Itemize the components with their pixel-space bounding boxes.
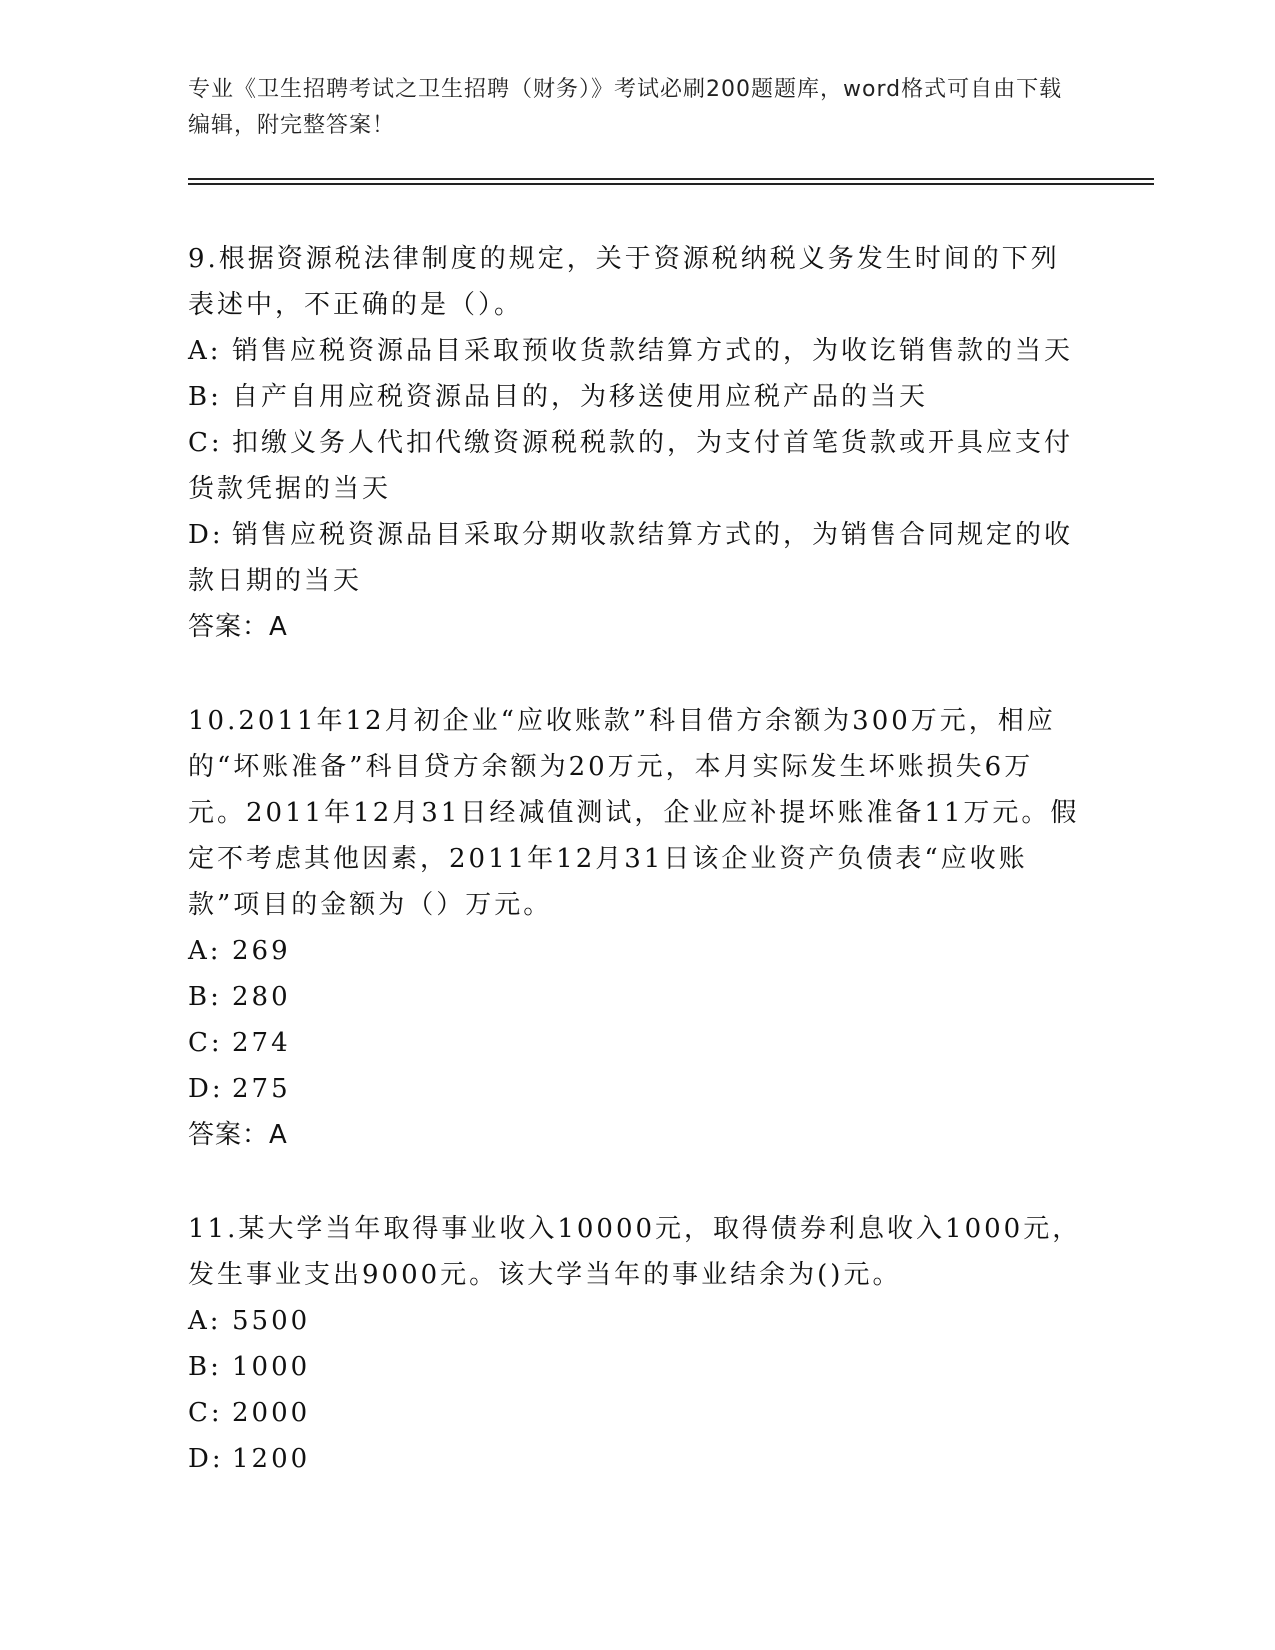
question-text: 10.2011年12月初企业“应收账款”科目借方余额为300万元，相应的“坏账准备”科目贷方余额为20万元，本月实际发生坏账损失6万元。2011年12月31日经减值测试，企业应补提坏账准备11万元。假定不考虑其他因素，2011年12月31日该企业资产负债表“应收账款”项目的金额为（）万元。 [188, 706, 1080, 920]
option-text: 5500 [232, 1306, 311, 1336]
option-text: 1200 [232, 1444, 311, 1474]
option-text: 274 [232, 1028, 291, 1058]
option-a [188, 328, 1088, 374]
option-label: D: [188, 1444, 224, 1474]
option-label: C: [188, 428, 223, 458]
option-label: B: [188, 382, 222, 412]
option-text: 自产自用应税资源品目的，为移送使用应税产品的当天 [232, 382, 929, 412]
answer: 答案：A [188, 1120, 288, 1150]
option-label: D: [188, 520, 224, 550]
option-label: B: [188, 1352, 222, 1382]
header-rule-bottom [188, 183, 1154, 185]
option-label: A: [188, 936, 222, 966]
question-text: 11.某大学当年取得事业收入10000元，取得债券利息收入1000元，发生事业支出9000元。该大学当年的事业结余为()元。 [188, 1214, 1082, 1290]
answer: 答案：A [188, 612, 288, 642]
option-d [188, 512, 1088, 604]
option-c [188, 1020, 1088, 1066]
option-label: A: [188, 1306, 222, 1336]
option-d [188, 1066, 1088, 1112]
option-c [188, 420, 1088, 512]
question-list [188, 236, 1088, 1530]
option-label: A: [188, 336, 222, 366]
option-label: D: [188, 1074, 224, 1104]
option-d [188, 1436, 1088, 1482]
document-header: 专业《卫生招聘考试之卫生招聘（财务）》考试必刷200题题库，word格式可自由下载编辑，附完整答案！ [188, 77, 1063, 138]
option-text: 269 [232, 936, 291, 966]
question-text: 9.根据资源税法律制度的规定，关于资源税纳税义务发生时间的下列表述中，不正确的是（）。 [188, 244, 1060, 320]
option-c [188, 1390, 1088, 1436]
question-11 [188, 1206, 1088, 1482]
option-b [188, 1344, 1088, 1390]
option-b [188, 374, 1088, 420]
option-text: 2000 [232, 1398, 311, 1428]
option-b [188, 974, 1088, 1020]
option-a [188, 928, 1088, 974]
option-label: B: [188, 982, 222, 1012]
question-9 [188, 236, 1088, 650]
option-text: 销售应税资源品目采取分期收款结算方式的，为销售合同规定的收款日期的当天 [188, 520, 1074, 596]
option-text: 280 [232, 982, 291, 1012]
option-label: C: [188, 1028, 223, 1058]
option-text: 275 [232, 1074, 291, 1104]
question-10 [188, 698, 1088, 1158]
option-text: 1000 [232, 1352, 311, 1382]
option-text: 扣缴义务人代扣代缴资源税税款的，为支付首笔货款或开具应支付货款凭据的当天 [188, 428, 1074, 504]
option-a [188, 1298, 1088, 1344]
header-rule-top [188, 178, 1154, 180]
option-text: 销售应税资源品目采取预收货款结算方式的，为收讫销售款的当天 [232, 336, 1074, 366]
option-label: C: [188, 1398, 223, 1428]
